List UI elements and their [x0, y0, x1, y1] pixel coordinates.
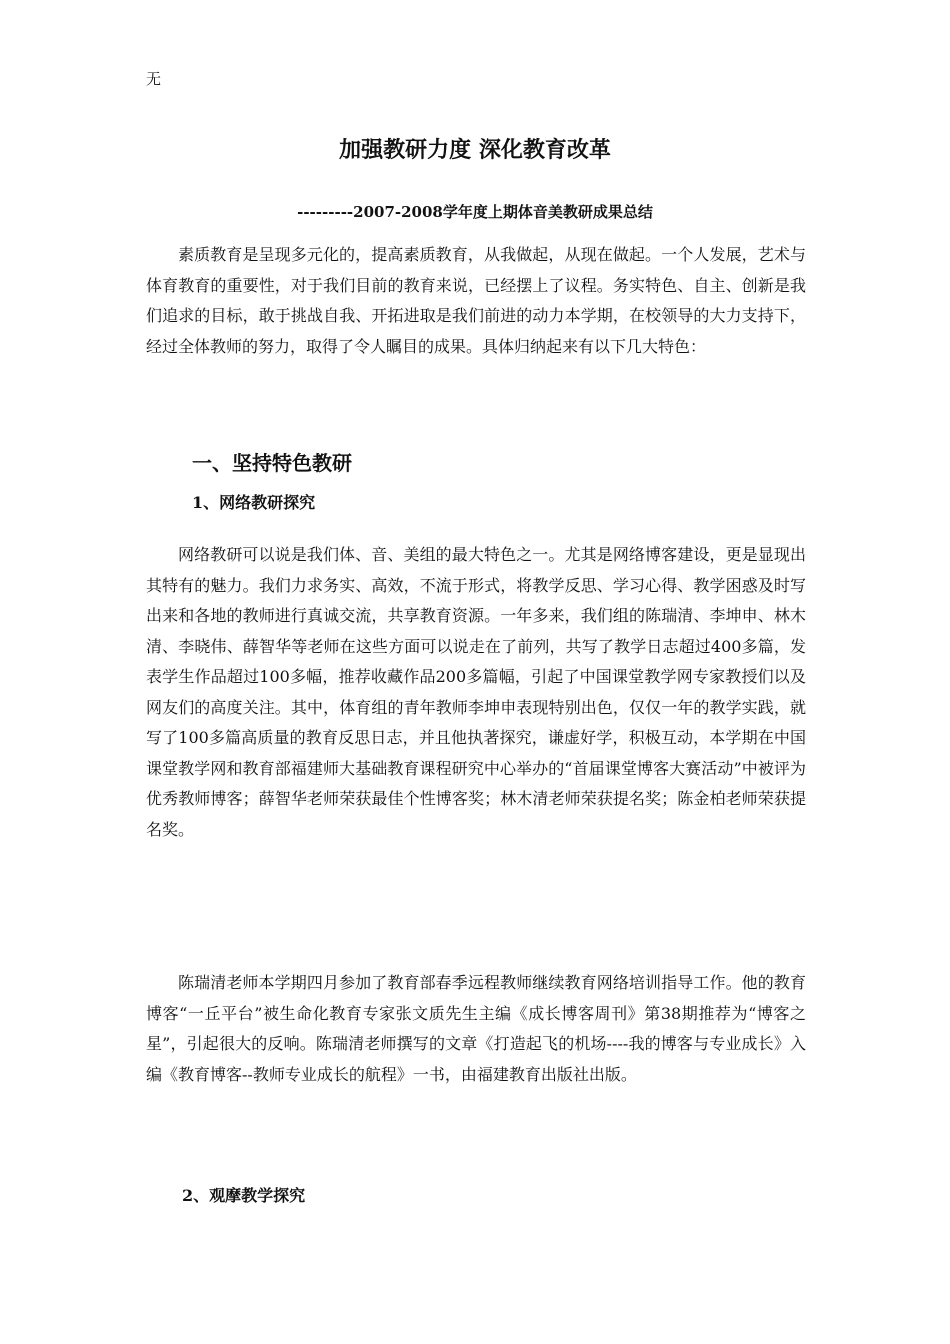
intro-paragraph: 素质教育是呈现多元化的，提高素质教育，从我做起，从现在做起。一个人发展，艺术与体育教育的重要性，对于我们目前的教育来说，已经摆上了议程。务实特色、自主、创新是我们追求的目标，敢于挑战自我、开拓进取是我们前进的动力本学期，在校领导的大力支持下，经过全体教师的努力，取得了令人瞩目的成果。具体归纳起来有以下几大特色：: [146, 245, 806, 356]
subsection-heading-2: 2、观摩教学探究: [182, 1186, 306, 1205]
section-heading-1: 一、坚持特色教研: [192, 451, 352, 475]
network-research-paragraph: 网络教研可以说是我们体、音、美组的最大特色之一。尤其是网络博客建设，更是显现出其特有的魅力。我们力求务实、高效，不流于形式，将教学反思、学习心得、教学困惑及时写出来和各地的教师进行真诚交流，共享教育资源。一年多来，我们组的陈瑞清、李坤申、林木清、李晓伟、薛智华等老师在这些方面可以说走在了前列，共写了教学日志超过400多篇，发表学生作品超过100多幅，推荐收藏作品200多篇幅，引起了中国课堂教学网专家教授们以及网友们的高度关注。其中，体育组的青年教师李坤申表现特别出色，仅仅一年的教学实践，就写了100多篇高质量的教育反思日志，并且他执著探究，谦虚好学，积极互动，本学期在中国课堂教学网和教育部福建师大基础教育课程研究中心举办的“首届课堂博客大赛活动”中被评为优秀教师博客；薛智华老师荣获最佳个性博客奖；林木清老师荣获提名奖；陈金柏老师荣获提名奖。: [146, 545, 806, 839]
document-subtitle: ---------2007-2008学年度上期体音美教研成果总结: [297, 203, 653, 221]
header-mark: 无: [146, 70, 162, 88]
subsection-heading-1: 1、网络教研探究: [192, 493, 316, 512]
chen-ruiqing-paragraph: 陈瑞清老师本学期四月参加了教育部春季远程教师继续教育网络培训指导工作。他的教育博客“一丘平台”被生命化教育专家张文质先生主编《成长博客周刊》第38期推荐为“博客之星”，引起很大的反响。陈瑞清老师撰写的文章《打造起飞的机场----我的博客与专业成长》入编《教育博客--教师专业成长的航程》一书，由福建教育出版社出版。: [146, 973, 806, 1084]
document-title: 加强教研力度 深化教育改革: [339, 138, 611, 163]
